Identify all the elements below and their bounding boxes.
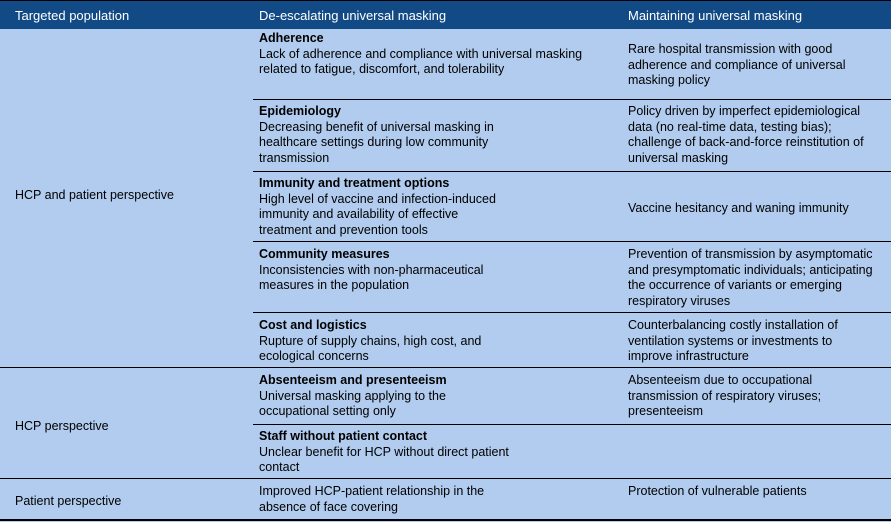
row-deescalating-text: Unclear benefit for HCP without direct patient contact [259,444,509,474]
table-cell-deescalating [259,247,494,294]
row-deescalating-text: High level of vaccine and infection-induced immunity and availability of effective treatment and prevention tools [259,191,496,237]
row-title: Staff without patient contact [259,429,428,443]
header-maintaining: Maintaining universal masking [628,8,803,23]
row-divider [253,171,891,172]
table-cell-deescalating [259,373,509,420]
table-cell-deescalating [259,31,589,78]
table-cell-maintaining: Absenteeism due to occupational transmission of respiratory viruses; presenteeism [628,373,822,418]
row-deescalating-text: Universal masking applying to the occupational setting only [259,388,446,418]
row-title: Adherence [259,31,324,45]
row-divider [253,99,891,100]
row-title: Immunity and treatment options [259,176,450,190]
table-header [0,0,891,29]
row-title: Absenteeism and presenteeism [259,373,447,387]
table-cell-deescalating [259,176,509,238]
table-cell-maintaining: Vaccine hesitancy and waning immunity [628,201,849,215]
table-cell-maintaining: Policy driven by imperfect epidemiological data (no real-time data, testing bias); challenge of back-and-force reinstitution of universal masking [628,104,864,165]
table-cell-maintaining: Rare hospital transmission with good adherence and compliance of universal masking policy [628,42,846,87]
row-title: Cost and logistics [259,318,367,332]
row-deescalating-text: Lack of adherence and compliance with universal masking related to fatigue, discomfort, and tolerability [259,46,583,76]
table-cell-deescalating [259,429,509,476]
header-deescalating: De-escalating universal masking [259,8,447,23]
row-deescalating-text: Inconsistencies with non-pharmaceutical measures in the population [259,262,484,292]
row-deescalating-text: Rupture of supply chains, high cost, and ecological concerns [259,333,482,363]
group-divider [0,367,891,368]
table-cell-maintaining: Prevention of transmission by asymptomatic and presymptomatic individuals; anticipating the occurrence of variants or emerging respiratory viruses [628,247,873,308]
row-title: Community measures [259,247,390,261]
row-divider [253,312,891,313]
row-title: Epidemiology [259,104,341,118]
table-cell-deescalating: Improved HCP-patient relationship in the absence of face covering [259,484,485,514]
group-population-label: HCP and patient perspective [15,188,174,202]
header-targeted-population: Targeted population [15,8,130,23]
group-divider [0,478,891,479]
row-divider [253,241,891,242]
table-cell-maintaining: Counterbalancing costly installation of ventilation systems or investments to improve infrastructure [628,318,838,363]
row-deescalating-text: Decreasing benefit of universal masking in healthcare settings during low community transmission [259,119,494,165]
table-cell-maintaining: Protection of vulnerable patients [628,484,807,498]
group-population-label: Patient perspective [15,494,122,508]
table-cell-deescalating [259,104,509,166]
table-cell-deescalating [259,318,509,365]
group-population-label: HCP perspective [15,419,109,433]
table-bottom-border [0,519,891,521]
row-divider [253,424,891,425]
